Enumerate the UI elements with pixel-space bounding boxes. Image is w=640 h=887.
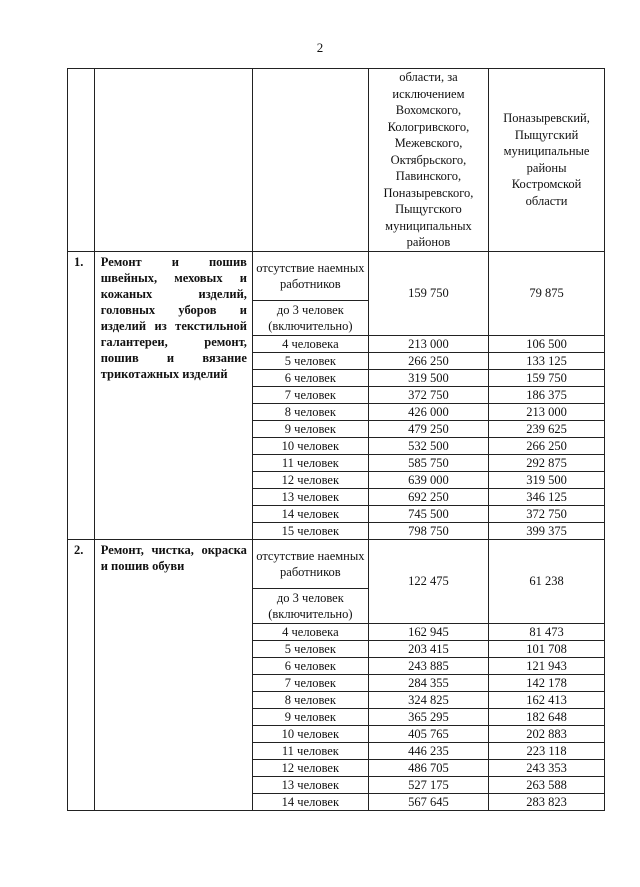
value-cell-region-2: 239 625	[489, 420, 605, 437]
value-cell-region-1: 266 250	[368, 352, 488, 369]
staff-cell: отсутствие наемных работников	[252, 251, 368, 300]
staff-cell: 10 человек	[252, 437, 368, 454]
value-cell-region-2: 159 750	[489, 369, 605, 386]
table-row	[68, 251, 605, 300]
staff-cell: 4 человека	[252, 335, 368, 352]
value-cell-region-2: 223 118	[489, 742, 605, 759]
value-cell-region-2: 372 750	[489, 505, 605, 522]
header-row	[68, 69, 605, 252]
value-cell-region-2: 202 883	[489, 725, 605, 742]
section-name: Ремонт, чистка, окраска и пошив обуви	[94, 539, 252, 810]
staff-cell: 11 человек	[252, 454, 368, 471]
value-cell-region-1: 243 885	[368, 657, 488, 674]
tariff-table	[67, 68, 605, 811]
value-cell-region-1: 122 475	[368, 539, 488, 623]
value-cell-region-1: 567 645	[368, 793, 488, 810]
staff-cell: 8 человек	[252, 403, 368, 420]
value-cell-region-1: 319 500	[368, 369, 488, 386]
staff-cell: 11 человек	[252, 742, 368, 759]
value-cell-region-2: 346 125	[489, 488, 605, 505]
value-cell-region-2: 283 823	[489, 793, 605, 810]
staff-cell: 7 человек	[252, 386, 368, 403]
header-cell-name	[94, 69, 252, 252]
value-cell-region-2: 101 708	[489, 640, 605, 657]
staff-cell: 13 человек	[252, 776, 368, 793]
value-cell-region-2: 79 875	[489, 251, 605, 335]
value-cell-region-2: 399 375	[489, 522, 605, 539]
staff-cell: отсутствие наемных работников	[252, 539, 368, 588]
section-name: Ремонт и пошив швейных, меховых и кожаных изделий, головных уборов и изделий из текстильной галантереи, ремонт, пошив и вязание трикотажных изделий	[94, 251, 252, 539]
staff-cell: до 3 человек (включительно)	[252, 588, 368, 623]
value-cell-region-1: 745 500	[368, 505, 488, 522]
value-cell-region-1: 639 000	[368, 471, 488, 488]
header-cell-staff	[252, 69, 368, 252]
value-cell-region-2: 133 125	[489, 352, 605, 369]
value-cell-region-2: 142 178	[489, 674, 605, 691]
table-row	[68, 539, 605, 588]
staff-cell: 13 человек	[252, 488, 368, 505]
staff-cell: 10 человек	[252, 725, 368, 742]
value-cell-region-2: 213 000	[489, 403, 605, 420]
value-cell-region-1: 365 295	[368, 708, 488, 725]
staff-cell: 5 человек	[252, 352, 368, 369]
table-body	[68, 69, 605, 811]
staff-cell: 14 человек	[252, 793, 368, 810]
value-cell-region-1: 324 825	[368, 691, 488, 708]
value-cell-region-2: 243 353	[489, 759, 605, 776]
value-cell-region-2: 106 500	[489, 335, 605, 352]
value-cell-region-1: 284 355	[368, 674, 488, 691]
value-cell-region-1: 486 705	[368, 759, 488, 776]
value-cell-region-1: 527 175	[368, 776, 488, 793]
staff-cell: 5 человек	[252, 640, 368, 657]
staff-cell: 7 человек	[252, 674, 368, 691]
value-cell-region-2: 292 875	[489, 454, 605, 471]
value-cell-region-1: 426 000	[368, 403, 488, 420]
staff-cell: 12 человек	[252, 471, 368, 488]
staff-cell: 6 человек	[252, 369, 368, 386]
value-cell-region-2: 162 413	[489, 691, 605, 708]
value-cell-region-1: 405 765	[368, 725, 488, 742]
header-cell-region-1: области, за исключением Вохомского, Кологривского, Межевского, Октябрьского, Павинского, Поназыревского, Пыщугского муниципальных районов	[368, 69, 488, 252]
value-cell-region-1: 692 250	[368, 488, 488, 505]
section-number: 2.	[68, 539, 95, 810]
staff-cell: до 3 человек (включительно)	[252, 300, 368, 335]
value-cell-region-1: 446 235	[368, 742, 488, 759]
staff-cell: 12 человек	[252, 759, 368, 776]
value-cell-region-1: 479 250	[368, 420, 488, 437]
value-cell-region-2: 186 375	[489, 386, 605, 403]
value-cell-region-2: 61 238	[489, 539, 605, 623]
value-cell-region-2: 182 648	[489, 708, 605, 725]
value-cell-region-2: 319 500	[489, 471, 605, 488]
value-cell-region-1: 585 750	[368, 454, 488, 471]
staff-cell: 8 человек	[252, 691, 368, 708]
header-cell-region-2: Поназыревский, Пыщугский муниципальные районы Костромской области	[489, 69, 605, 252]
value-cell-region-1: 798 750	[368, 522, 488, 539]
value-cell-region-1: 203 415	[368, 640, 488, 657]
value-cell-region-1: 162 945	[368, 623, 488, 640]
page-number: 2	[316, 40, 324, 55]
value-cell-region-1: 213 000	[368, 335, 488, 352]
header-cell-number	[68, 69, 95, 252]
value-cell-region-1: 532 500	[368, 437, 488, 454]
value-cell-region-1: 372 750	[368, 386, 488, 403]
staff-cell: 4 человека	[252, 623, 368, 640]
value-cell-region-2: 266 250	[489, 437, 605, 454]
staff-cell: 6 человек	[252, 657, 368, 674]
staff-cell: 9 человек	[252, 708, 368, 725]
value-cell-region-2: 81 473	[489, 623, 605, 640]
staff-cell: 15 человек	[252, 522, 368, 539]
staff-cell: 14 человек	[252, 505, 368, 522]
section-number: 1.	[68, 251, 95, 539]
value-cell-region-2: 263 588	[489, 776, 605, 793]
value-cell-region-2: 121 943	[489, 657, 605, 674]
value-cell-region-1: 159 750	[368, 251, 488, 335]
staff-cell: 9 человек	[252, 420, 368, 437]
